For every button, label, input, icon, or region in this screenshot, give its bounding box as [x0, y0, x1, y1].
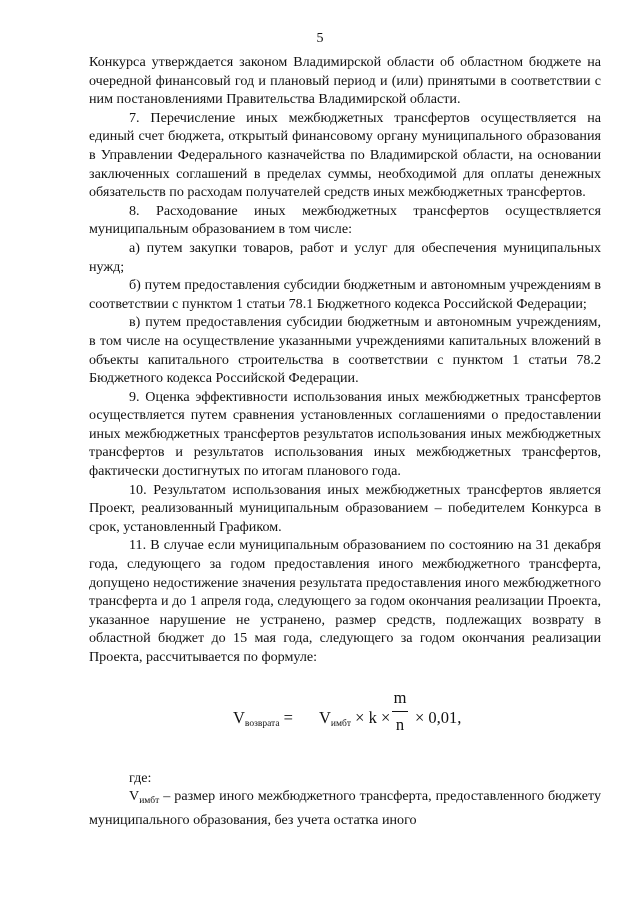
definition-sub: имбт	[139, 796, 160, 807]
formula-rhs: × 0,01,	[415, 707, 462, 727]
document-body	[89, 53, 601, 829]
definition-vimbt	[89, 787, 601, 829]
paragraph-8b: б) путем предоставления субсидии бюджетным и автономным учреждениям в соответствии с пунктом 1 статьи 78.1 Бюджетного кодекса Российской Федерации;	[89, 277, 601, 312]
formula-lhs-sub: возврата	[244, 718, 280, 729]
paragraph-9: 9. Оценка эффективности использования иных межбюджетных трансфертов осуществляется путем сравнения установленных соглашениями о предоставлении иных межбюджетных трансфертов результатов использования иных межбюджетных трансфертов и результатов использования иных межбюджетных трансфертов, фактически достигнутых по итогам планового года.	[89, 388, 601, 480]
where-label: где:	[129, 769, 152, 786]
paragraph-8a: а) путем закупки товаров, работ и услуг для обеспечения муниципальных нужд;	[89, 239, 601, 275]
page-number: 5	[316, 31, 324, 46]
formula-fraction	[392, 687, 408, 736]
formula-eq: =	[279, 707, 293, 727]
paragraph-11: 11. В случае если муниципальным образованием по состоянию на 31 декабря года, следующего за годом предоставления иного межбюджетного трансферта, допущено недостижение значения результата предоставления иного межбюджетного трансферта и до 1 апреля года, следующего за годом окончания реализации Проекта, указанное нарушение не устранено, размер средств, подлежащих возврату в областной бюджет до 15 мая года, следующего за годом окончания реализации Проекта, рассчитывается по формуле:	[89, 537, 601, 665]
paragraph-7: 7. Перечисление иных межбюджетных трансфертов осуществляется на единый счет бюджета, открытый финансовому органу муниципального образования в Управлении Федерального казначейства по Владимирской области, на основании заключенных соглашений в пределах суммы, необходимой для оплаты денежных обязательств по расходам получателей средств иных межбюджетных трансфертов.	[89, 109, 601, 201]
fraction-bar	[392, 711, 408, 712]
formula-mid-sub: имбт	[330, 718, 352, 729]
definition-var: V	[129, 788, 140, 805]
formula-lhs-var: V	[233, 707, 245, 727]
paragraph-8c: в) путем предоставления субсидии бюджетным и автономным учреждениям, в том числе на осуществление указанными учреждениями капитальных вложений в объекты капитального строительства в соответствии с пунктом 1 статьи 78.2 Бюджетного кодекса Российской Федерации.	[89, 314, 601, 387]
formula-denominator: n	[395, 714, 405, 734]
formula-mid-rest: × k ×	[351, 707, 391, 727]
formula-lhs	[233, 709, 293, 734]
definition-text: – размер иного межбюджетного трансферта, предоставленного бюджету муниципального образования, без учета остатка иного	[89, 788, 601, 828]
paragraph-10: 10. Результатом использования иных межбюджетных трансфертов является Проект, реализованный муниципальным образованием – победителем Конкурса в срок, установленный Графиком.	[89, 481, 601, 535]
paragraph-intro: Конкурса утверждается законом Владимирской области об областном бюджете на очередной финансовый год и плановый период и (или) принятыми в соответствии с ним постановлениями Правительства Владимирской области.	[89, 54, 601, 108]
paragraph-8: 8. Расходование иных межбюджетных трансфертов осуществляется муниципальным образованием в том числе:	[89, 202, 601, 238]
refund-formula	[89, 675, 601, 765]
formula-numerator: m	[393, 687, 407, 707]
formula-mid	[319, 709, 390, 734]
formula-mid-var: V	[319, 707, 331, 727]
